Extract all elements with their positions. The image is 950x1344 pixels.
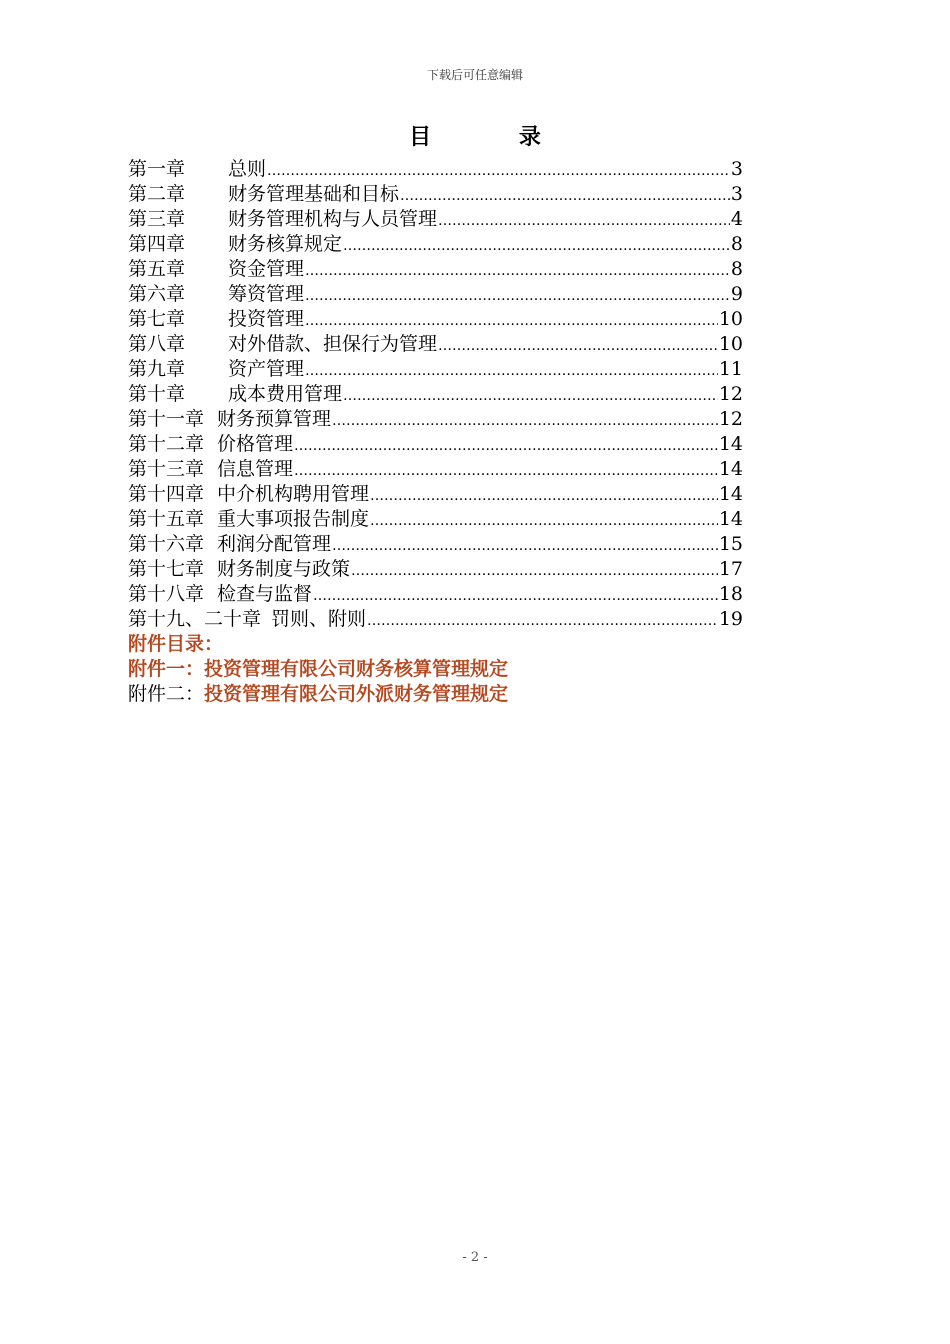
toc-entry-chapter: 第十二章	[128, 433, 205, 455]
toc-entry-leader	[370, 484, 718, 509]
toc-entry-chapter: 第十九、二十章	[128, 608, 262, 630]
toc-entry-page: 19	[718, 608, 743, 630]
toc-entry-title: 筹资管理	[228, 283, 305, 305]
toc-entry-title: 对外借款、担保行为管理	[228, 333, 438, 355]
toc-entry[interactable]	[128, 607, 743, 632]
toc-entry-chapter: 第七章	[128, 308, 186, 330]
toc-entry[interactable]	[128, 207, 743, 232]
toc-entry-page: 3	[730, 158, 743, 180]
toc-entry-title: 中介机构聘用管理	[217, 483, 370, 505]
toc-entry-chapter: 第十四章	[128, 483, 205, 505]
attachment-item-2-prefix: 附件二：	[128, 683, 205, 705]
toc-entry[interactable]	[128, 407, 743, 432]
toc-entry-page: 17	[718, 558, 743, 580]
toc-entry-leader	[305, 309, 718, 334]
toc-entry[interactable]	[128, 307, 743, 332]
toc-entry-title: 检查与监督	[217, 583, 313, 605]
toc-entry-page: 12	[718, 383, 743, 405]
toc-entry-page: 12	[718, 408, 743, 430]
toc-entry-chapter: 第十章	[128, 383, 186, 405]
toc-entry-chapter: 第五章	[128, 258, 186, 280]
toc-entry-leader	[332, 409, 718, 434]
toc-entry-title: 信息管理	[217, 458, 294, 480]
toc-entry-chapter: 第十五章	[128, 508, 205, 530]
toc-entry-title: 价格管理	[217, 433, 294, 455]
toc-entry-page: 11	[718, 358, 743, 380]
toc-entry-title: 利润分配管理	[217, 533, 332, 555]
toc-entry-leader	[294, 459, 718, 484]
toc-entry-title: 财务核算规定	[228, 233, 343, 255]
toc-entry-leader	[370, 509, 718, 534]
toc-entry[interactable]	[128, 357, 743, 382]
toc-entry-page: 8	[730, 258, 743, 280]
toc-entry-page: 14	[718, 458, 743, 480]
toc-entry-leader	[267, 159, 730, 184]
toc-entry-title: 财务管理机构与人员管理	[228, 208, 438, 230]
toc-entry[interactable]	[128, 582, 743, 607]
toc-entry-title: 财务制度与政策	[217, 558, 351, 580]
toc-entry-title: 罚则、附则	[271, 608, 367, 630]
toc-entry-leader	[305, 259, 730, 284]
toc-entry[interactable]	[128, 457, 743, 482]
toc-entry[interactable]	[128, 432, 743, 457]
toc-entry[interactable]	[128, 482, 743, 507]
toc-entry-page: 14	[718, 508, 743, 530]
toc-entry-title: 成本费用管理	[228, 383, 343, 405]
toc-entry-title: 资产管理	[228, 358, 305, 380]
toc-entry-title: 财务管理基础和目标	[228, 183, 400, 205]
toc-entry-page: 14	[718, 433, 743, 455]
toc-entry[interactable]	[128, 382, 743, 407]
toc-entry-leader	[332, 534, 718, 559]
toc-entry-leader	[438, 209, 730, 234]
header-note: 下载后可任意编辑	[426, 68, 523, 82]
toc-entry-chapter: 第八章	[128, 333, 186, 355]
toc-entry[interactable]	[128, 532, 743, 557]
toc-entry-leader	[305, 284, 730, 309]
toc-entry[interactable]	[128, 182, 743, 207]
toc-entry-chapter: 第十七章	[128, 558, 205, 580]
toc-entry-chapter: 第二章	[128, 183, 186, 205]
toc-entry-chapter: 第十三章	[128, 458, 205, 480]
toc-entry-leader	[305, 359, 718, 384]
toc-entry-chapter: 第一章	[128, 158, 186, 180]
toc-entry-page: 8	[730, 233, 743, 255]
toc-entry-leader	[294, 434, 718, 459]
toc-entry-title: 总则	[228, 158, 267, 180]
toc-entry[interactable]	[128, 232, 743, 257]
toc-entry-leader	[343, 384, 718, 409]
toc-entry-title: 财务预算管理	[217, 408, 332, 430]
toc-entry[interactable]	[128, 332, 743, 357]
toc-entry-leader	[400, 184, 730, 209]
toc-entry-chapter: 第六章	[128, 283, 186, 305]
toc-entry-chapter: 第十一章	[128, 408, 205, 430]
toc-entry[interactable]	[128, 157, 743, 182]
table-of-contents	[128, 157, 743, 632]
toc-entry-title: 投资管理	[228, 308, 305, 330]
toc-entry-leader	[351, 559, 718, 584]
toc-entry-page: 14	[718, 483, 743, 505]
toc-entry[interactable]	[128, 257, 743, 282]
toc-entry-chapter: 第四章	[128, 233, 186, 255]
toc-entry-leader	[438, 334, 718, 359]
toc-title: 目 录	[409, 124, 581, 150]
toc-entry-leader	[343, 234, 730, 259]
toc-entry-leader	[367, 609, 718, 634]
attachments-heading: 附件目录：	[128, 633, 224, 655]
toc-entry-chapter: 第九章	[128, 358, 186, 380]
toc-entry[interactable]	[128, 507, 743, 532]
toc-entry-page: 9	[730, 283, 743, 305]
toc-entry-page: 15	[718, 533, 743, 555]
toc-entry[interactable]	[128, 282, 743, 307]
attachment-item-2[interactable]	[128, 682, 508, 707]
toc-entry-page: 10	[718, 333, 743, 355]
toc-entry-page: 3	[730, 183, 743, 205]
toc-entry-page: 4	[730, 208, 743, 230]
toc-entry-page: 18	[718, 583, 743, 605]
attachment-item-2-title: 投资管理有限公司外派财务管理规定	[204, 683, 509, 705]
toc-entry-chapter: 第十六章	[128, 533, 205, 555]
toc-entry[interactable]	[128, 557, 743, 582]
toc-entry-title: 资金管理	[228, 258, 305, 280]
toc-entry-title: 重大事项报告制度	[217, 508, 370, 530]
toc-entry-leader	[313, 584, 718, 609]
toc-entry-chapter: 第十八章	[128, 583, 205, 605]
toc-entry-chapter: 第三章	[128, 208, 186, 230]
attachment-item-1[interactable]: 附件一：投资管理有限公司财务核算管理规定	[128, 658, 509, 680]
page-number: - 2 -	[462, 1250, 488, 1265]
toc-entry-page: 10	[718, 308, 743, 330]
